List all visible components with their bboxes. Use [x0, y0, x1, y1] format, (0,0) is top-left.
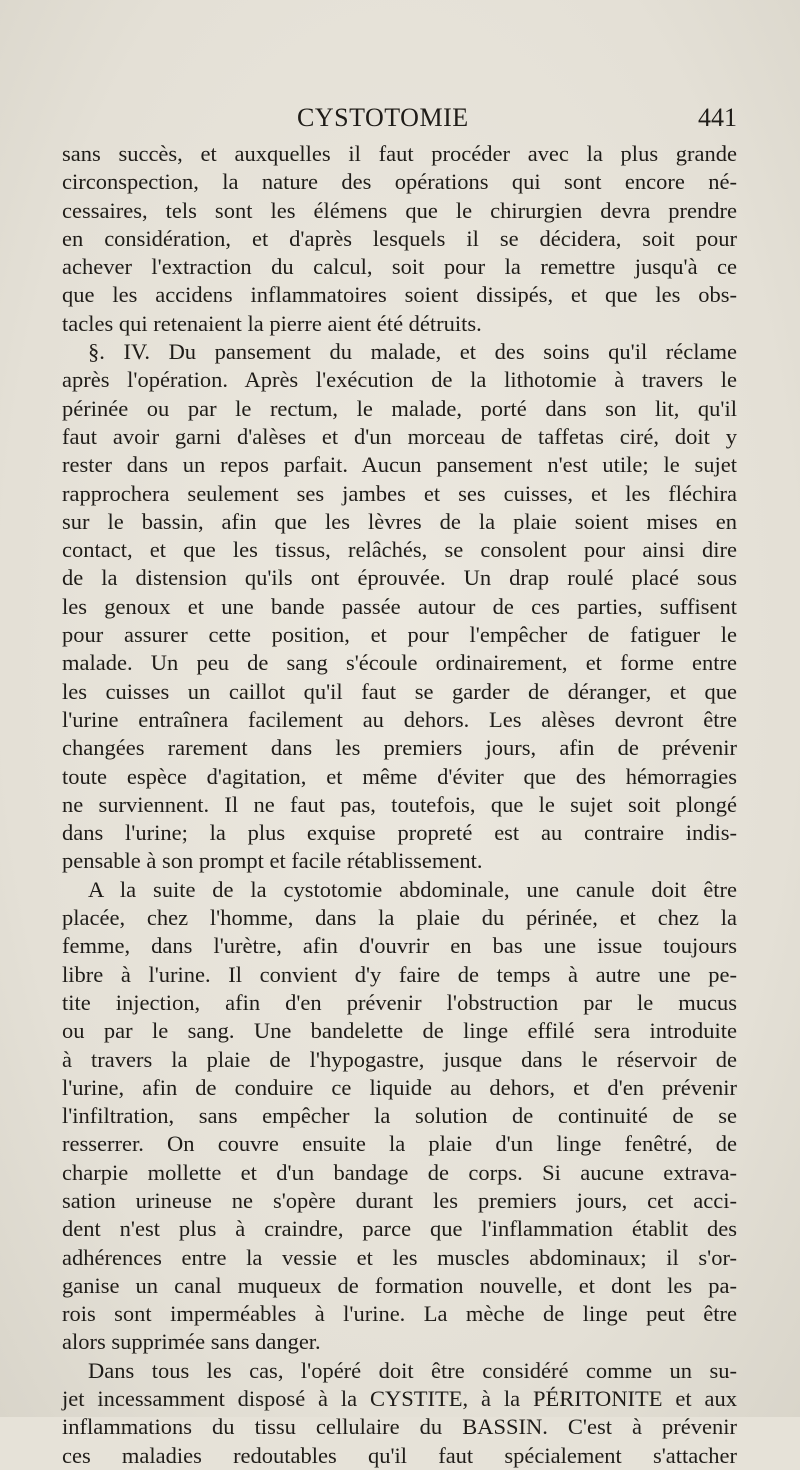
text-line: de la distension qu'ils ont éprouvée. Un drap roulé placé sous: [62, 565, 737, 591]
text-line: achever l'extraction du calcul, soit pour la remettre jusqu'à ce: [62, 254, 737, 280]
text-line: après l'opération. Après l'exécution de la lithotomie à travers le: [62, 367, 737, 393]
section-heading-line: §. IV. Du pansement du malade, et des soins qu'il réclame: [88, 339, 737, 365]
text-line: sation urineuse ne s'opère durant les premiers jours, cet acci-: [62, 1187, 737, 1213]
text-line: ces maladies redoutables qu'il faut spécialement s'attacher: [62, 1442, 737, 1468]
text-line: pensable à son prompt et facile rétablissement.: [62, 848, 483, 874]
text-line: sur le bassin, afin que les lèvres de la plaie soient mises en: [62, 508, 737, 534]
text-line: périnée ou par le rectum, le malade, porté dans son lit, qu'il: [62, 395, 737, 421]
page-header: [62, 103, 737, 139]
text-line: ganise un canal muqueux de formation nouvelle, et dont les pa-: [62, 1272, 737, 1298]
text-line: A la suite de la cystotomie abdominale, une canule doit être: [88, 876, 737, 902]
text-line: ou par le sang. Une bandelette de linge effilé sera introduite: [62, 1018, 737, 1044]
text-line: l'infiltration, sans empêcher la solution de continuité de se: [62, 1103, 737, 1129]
text-line: charpie mollette et d'un bandage de corps. Si aucune extrava-: [62, 1159, 737, 1185]
text-line: dans l'urine; la plus exquise propreté est au contraire indis-: [62, 820, 737, 846]
text-line: ne surviennent. Il ne faut pas, toutefois, que le sujet soit plongé: [62, 791, 737, 817]
text-line: changées rarement dans les premiers jours, afin de prévenir: [62, 735, 737, 761]
text-line: dent n'est plus à craindre, parce que l'inflammation établit des: [62, 1216, 737, 1242]
text-line: faut avoir garni d'alèses et d'un morceau de taffetas ciré, doit y: [62, 423, 737, 449]
text-line: l'urine entraînera facilement au dehors. Les alèses devront être: [62, 706, 737, 732]
running-head: CYSTOTOMIE: [297, 103, 469, 132]
text-line: contact, et que les tissus, relâchés, se consolent pour ainsi dire: [62, 537, 737, 563]
text-line: toute espèce d'agitation, et même d'éviter que des hémorragies: [62, 763, 737, 789]
text-line: resserrer. On couvre ensuite la plaie d'un linge fenêtré, de: [62, 1131, 737, 1157]
text-line: placée, chez l'homme, dans la plaie du périnée, et chez la: [62, 905, 737, 931]
text-line: en considération, et d'après lesquels il se décidera, soit pour: [62, 225, 737, 251]
text-line: à travers la plaie de l'hypogastre, jusque dans le réservoir de: [62, 1046, 737, 1072]
text-line: circonspection, la nature des opérations qui sont encore né-: [62, 169, 737, 195]
text-line: malade. Un peu de sang s'écoule ordinairement, et forme entre: [62, 650, 737, 676]
text-line: les genoux et une bande passée autour de ces parties, suffisent: [62, 593, 737, 619]
text-line: que les accidens inflammatoires soient dissipés, et que les obs-: [62, 282, 737, 308]
page-number: 441: [698, 103, 737, 132]
text-line: jet incessamment disposé à la CYSTITE, à la PÉRITONITE et aux: [62, 1386, 737, 1412]
text-line: rester dans un repos parfait. Aucun pansement n'est utile; le sujet: [62, 452, 737, 478]
text-line: inflammations du tissu cellulaire du BASSIN. C'est à prévenir: [62, 1414, 737, 1440]
text-line: tacles qui retenaient la pierre aient été détruits.: [62, 310, 482, 336]
text-line: adhérences entre la vessie et les muscles abdominaux; il s'or-: [62, 1244, 737, 1270]
text-line: Dans tous les cas, l'opéré doit être considéré comme un su-: [88, 1357, 737, 1383]
text-line: alors supprimée sans danger.: [62, 1329, 321, 1355]
text-line: rois sont imperméables à l'urine. La mèche de linge peut être: [62, 1301, 737, 1327]
text-line: libre à l'urine. Il convient d'y faire de temps à autre une pe-: [62, 961, 737, 987]
text-line: femme, dans l'urètre, afin d'ouvrir en bas une issue toujours: [62, 933, 737, 959]
text-line: les cuisses un caillot qu'il faut se garder de déranger, et que: [62, 678, 737, 704]
text-line: l'urine, afin de conduire ce liquide au dehors, et d'en prévenir: [62, 1074, 737, 1100]
text-line: cessaires, tels sont les élémens que le chirurgien devra prendre: [62, 197, 737, 223]
text-line: sans succès, et auxquelles il faut procéder avec la plus grande: [62, 141, 737, 166]
text-line: tite injection, afin d'en prévenir l'obstruction par le mucus: [62, 989, 737, 1015]
text-line: rapprochera seulement ses jambes et ses cuisses, et les fléchira: [62, 480, 737, 506]
body-text: [62, 140, 737, 1470]
text-line: pour assurer cette position, et pour l'empêcher de fatiguer le: [62, 622, 737, 648]
